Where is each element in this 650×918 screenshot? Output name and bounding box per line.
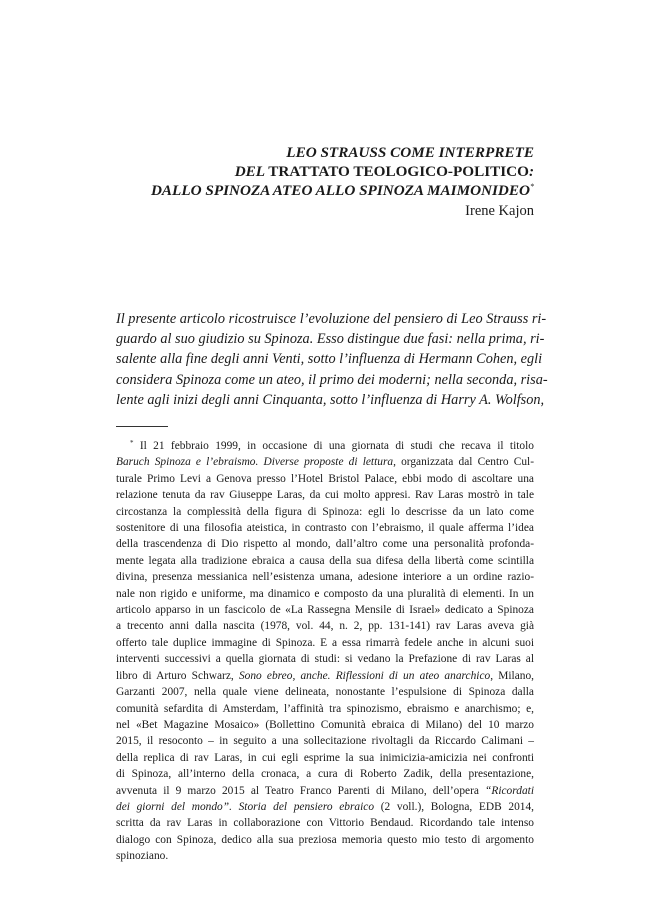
footnote-line bbox=[116, 799, 534, 815]
footnote-line: divina, presenza messianica nell’esistenza umana, adesione interiore a un ordine razio- bbox=[116, 571, 534, 584]
footnote-line: a trecento anni dalla nascita (1978, vol. 44, n. 2, pp. 131-141) rav Laras aveva già bbox=[116, 620, 534, 633]
title-footnote-mark: * bbox=[530, 182, 534, 191]
footnote-line bbox=[116, 438, 534, 454]
title-line-3 bbox=[116, 181, 534, 200]
footnote-line: turale Primo Levi a Genova presso l’Hotel Bristol Palace, ebbi modo di ascoltare una bbox=[116, 472, 534, 485]
title-line-2-suffix: : bbox=[528, 163, 534, 180]
footnote-text: libro di Arturo Schwarz, bbox=[116, 669, 239, 682]
footnote-line: della replica di rav Laras, in cui egli esprime la sua inimicizia-amicizia nei confronti bbox=[116, 751, 534, 764]
footnote-line: nale non rigido e uniforme, ma dinamico e composto da una pluralità di elementi. In un bbox=[116, 587, 534, 600]
footnote-line: offerto tale duplice immagine di Spinoza. E a essa rimarrà fedele anche in alcuni suoi bbox=[116, 636, 534, 649]
article-title bbox=[116, 143, 534, 200]
footnote-line: scritta da rav Laras in collaborazione con Vittorio Bendaud. Ricordando tale intenso bbox=[116, 817, 534, 830]
footnote-line: interventi successivi a quella giornata di studi: si vedano la Prefazione di rav Laras al bbox=[116, 653, 534, 666]
footnote-line: nel «Bet Magazine Mosaico» (Bollettino Comunità ebraica di Milano) del 10 marzo bbox=[116, 718, 534, 731]
abstract-line: guardo al suo giudizio su Spinoza. Esso distingue due fasi: nella prima, ri- bbox=[116, 331, 545, 348]
footnote bbox=[116, 438, 534, 865]
footnote-text: , organizzata dal Centro Cul- bbox=[393, 456, 535, 469]
footnote-mark: * bbox=[130, 439, 134, 447]
footnote-line: relazione tenuta da rav Giuseppe Laras, da cui molto appresi. Rav Laras mostrò in tale bbox=[116, 489, 534, 502]
footnote-line: della trascendenza di Dio rispetto al mondo, dall’altro come una personalità profonda- bbox=[116, 538, 534, 551]
footnote-line: 2015, il resoconto – in seguito a una sollecitazione rivoltagli da Riccardo Calimani – bbox=[116, 735, 534, 748]
footnote-line: di Spinoza, all’interno della cronaca, a cura di Roberto Zadik, della presentazione, bbox=[116, 768, 534, 781]
footnote-line: mente legata alla tradizione ebraica a causa della sua difesa della libertà come scintilla bbox=[116, 554, 534, 567]
footnote-line: dialogo con Spinoza, dedico alla sua preziosa memoria questo mio testo di argomento bbox=[116, 833, 534, 846]
footnote-italic-title: Baruch Spinoza e l’ebraismo. Diverse proposte di lettura bbox=[116, 456, 394, 469]
footnote-line: Garzanti 2007, nella quale viene delineata, nonostante l’espulsione di Spinoza dalla bbox=[116, 686, 534, 699]
footnote-line bbox=[116, 783, 534, 799]
abstract bbox=[116, 309, 548, 410]
footnote-line: articolo apparso in un fascicolo de «La Rassegna Mensile di Israel» dedicato a Spinoza bbox=[116, 604, 534, 617]
footnote-italic-title: Sono ebreo, anche. Riflessioni di un ateo anarchico bbox=[238, 669, 491, 682]
footnote-text: (2 voll.), Bologna, EDB 2014, bbox=[374, 800, 535, 813]
title-line-2 bbox=[116, 162, 534, 181]
footnote-text: , Milano, bbox=[490, 669, 534, 682]
footnote-separator bbox=[116, 426, 168, 427]
footnote-line: comunità sefardita di Amsterdam, l’affinità tra spinozismo, ebraismo e anarchismo; e, bbox=[116, 702, 534, 715]
abstract-line: considera Spinoza come un ateo, il primo dei moderni; nella seconda, risa- bbox=[116, 371, 548, 388]
footnote-text: Il 21 febbraio 1999, in occasione di una giornata di studi che recava il titolo bbox=[139, 440, 534, 452]
footnote-italic-title: dei giorni del mondo”. Storia del pensiero ebraico bbox=[116, 800, 375, 813]
footnote-line: spinoziano. bbox=[116, 850, 169, 863]
footnote-italic-title: “Ricordati bbox=[485, 784, 534, 797]
footnote-line: circostanza la complessità della figura di Spinoza: egli lo descrisse da un lato come bbox=[116, 505, 534, 518]
footnote-line bbox=[116, 454, 534, 470]
title-line-1: LEO STRAUSS COME INTERPRETE bbox=[286, 144, 534, 161]
title-line-3-text: DALLO SPINOZA ATEO ALLO SPINOZA MAIMONIDEO bbox=[150, 182, 530, 199]
footnote-line: sostenitore di una filosofia ateistica, in contrasto con l’ebraismo, il quale afferma l’idea bbox=[116, 522, 534, 535]
abstract-line: salente alla fine degli anni Venti, sotto l’influenza di Hermann Cohen, egli bbox=[116, 351, 543, 368]
footnote-line bbox=[116, 668, 534, 684]
footnote-text: avvenuta il 9 marzo 2015 al Teatro Franco Parenti di Milano, dell’opera bbox=[116, 784, 486, 797]
abstract-line: lente agli inizi degli anni Cinquanta, sotto l’influenza di Harry A. Wolfson, bbox=[116, 391, 545, 408]
title-line-2-prefix: DEL bbox=[234, 163, 269, 180]
abstract-line: Il presente articolo ricostruisce l’evoluzione del pensiero di Leo Strauss ri- bbox=[116, 311, 547, 327]
title-line-2-main: TRATTATO TEOLOGICO-POLITICO bbox=[268, 163, 529, 180]
author-name: Irene Kajon bbox=[465, 203, 534, 219]
